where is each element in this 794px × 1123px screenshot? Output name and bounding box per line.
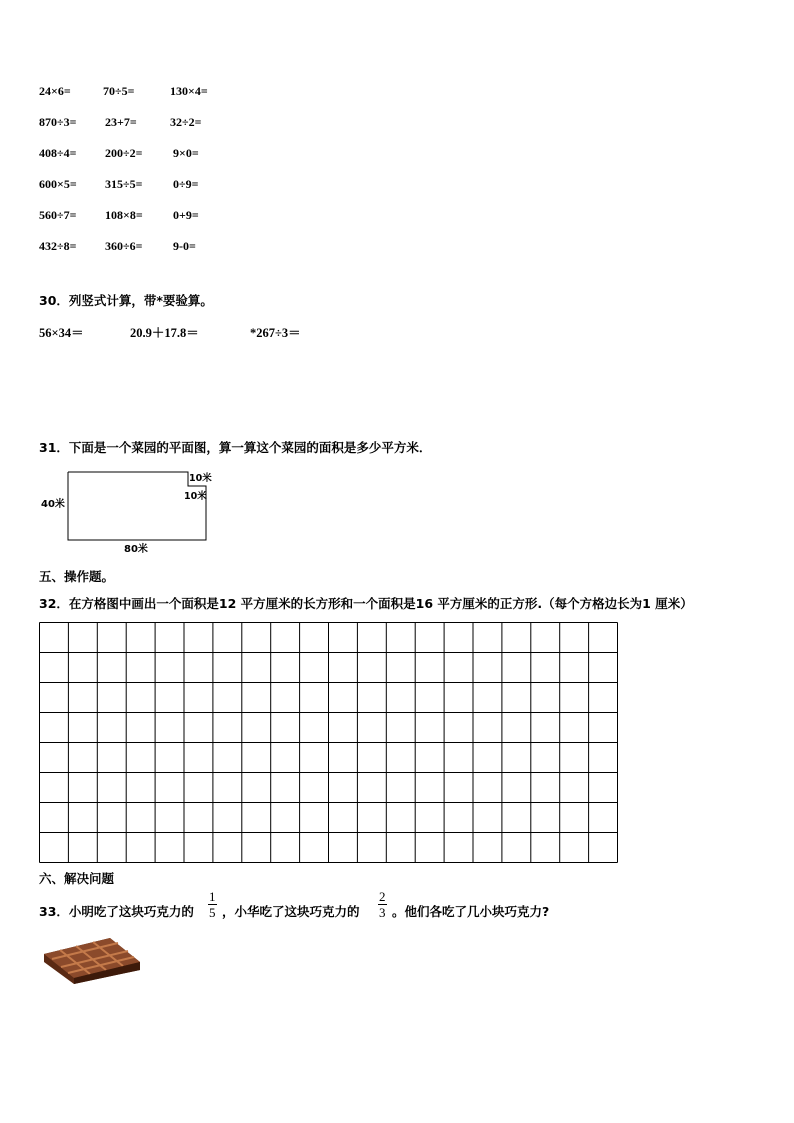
calc-item: 0÷9= — [173, 177, 199, 191]
label-left-40m: 40米 — [41, 499, 65, 510]
q31-title: 31．下面是一个菜园的平面图，算一算这个菜园的面积是多少平方米． — [39, 440, 432, 455]
calc-item: 70÷5= — [103, 84, 135, 98]
calc-item: 432÷8= — [39, 239, 77, 253]
calc-item: 9×0= — [173, 146, 199, 160]
calc-item: 23+7= — [105, 115, 137, 129]
q30-expr: *267÷3＝ — [250, 326, 301, 340]
calc-item: 408÷4= — [39, 146, 77, 160]
calc-item: 32÷2= — [170, 115, 202, 129]
calc-item: 360÷6= — [105, 239, 143, 253]
q30-expr: 56×34＝ — [39, 326, 84, 340]
q32-title: 32．在方格图中画出一个面积是12 平方厘米的长方形和一个面积是16 平方厘米的正方形.（每个方格边长为1 厘米） — [39, 596, 693, 611]
calc-item: 200÷2= — [105, 146, 143, 160]
calc-item: 108×8= — [105, 208, 143, 222]
fraction-one-fifth — [208, 889, 217, 920]
fraction-denominator: 5 — [209, 905, 216, 920]
fraction-two-thirds — [378, 889, 387, 920]
chocolate-bar-image — [40, 934, 144, 986]
section6-title: 六、解决问题 — [39, 871, 115, 886]
q30-title: 30．列竖式计算，带*要验算。 — [39, 293, 213, 308]
fraction-numerator: 2 — [379, 889, 386, 904]
calc-item: 0+9= — [173, 208, 199, 222]
fraction-denominator: 3 — [379, 905, 386, 920]
label-notch-top-10m: 10米 — [189, 473, 212, 484]
fraction-numerator: 1 — [209, 889, 216, 904]
calc-item: 9-0= — [173, 239, 196, 253]
q30-expr: 20.9＋17.8＝ — [130, 326, 199, 340]
garden-outline — [68, 472, 206, 540]
calc-item: 315÷5= — [105, 177, 143, 191]
calc-item: 870÷3= — [39, 115, 77, 129]
label-notch-side-10m: 10米 — [184, 491, 207, 502]
calc-item: 24×6= — [39, 84, 71, 98]
square-grid[interactable] — [39, 622, 619, 864]
section5-title: 五、操作题。 — [39, 569, 115, 584]
q33-suffix: 。他们各吃了几小块巧克力? — [392, 904, 550, 919]
label-bottom-80m: 80米 — [124, 544, 148, 555]
q33-middle: ，小华吃了这块巧克力的 — [222, 904, 360, 919]
calc-item: 560÷7= — [39, 208, 77, 222]
calc-item: 600×5= — [39, 177, 77, 191]
calc-item: 130×4= — [170, 84, 208, 98]
garden-plan-diagram — [38, 466, 228, 558]
q33-prefix: 33．小明吃了这块巧克力的 — [39, 904, 194, 919]
